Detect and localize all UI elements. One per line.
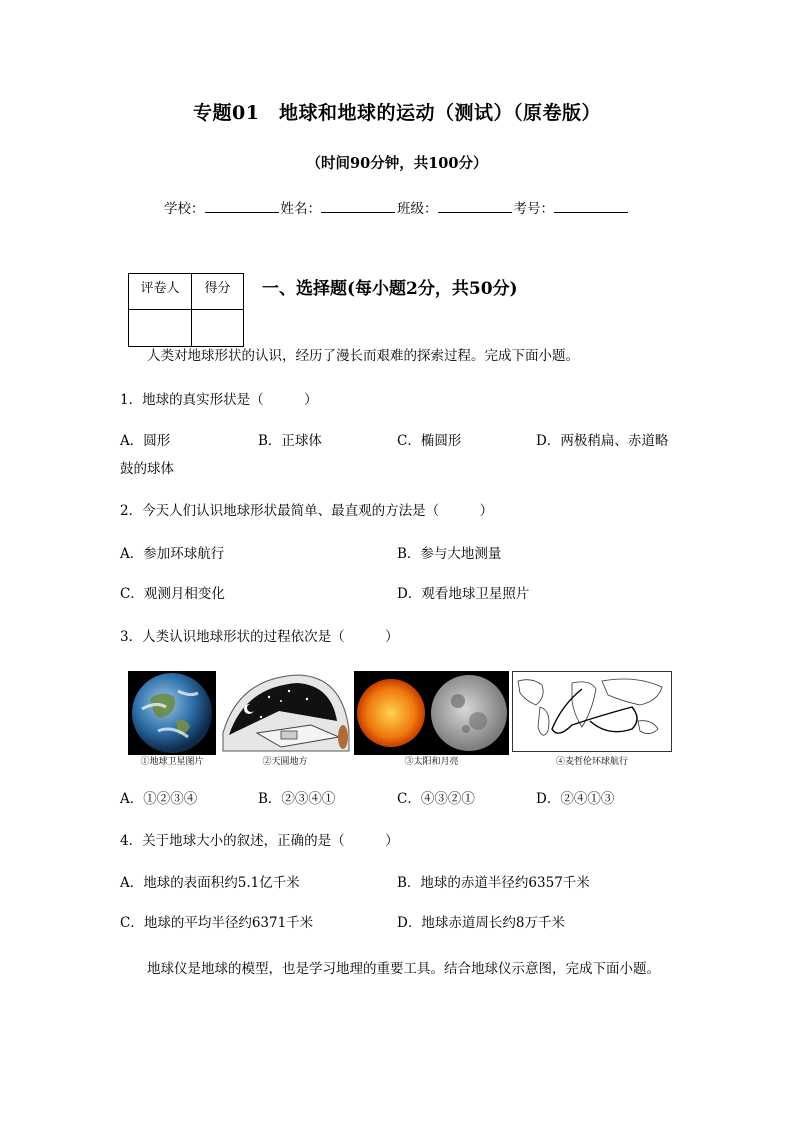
question-3-stem: 3．人类认识地球形状的过程依次是（ ） <box>120 629 399 645</box>
dome-sky-figure <box>219 671 351 767</box>
exam-number-label: 考号： <box>513 201 554 217</box>
q1-option-d-wrap: 鼓的球体 <box>120 461 174 477</box>
figure-2-caption: ②天圆地方 <box>262 757 308 767</box>
q4-option-b: B．地球的赤道半径约6357千米 <box>397 875 590 891</box>
q1-option-a: A．圆形 <box>120 433 171 449</box>
q1-option-c: C．椭圆形 <box>397 433 462 449</box>
name-blank <box>321 200 395 213</box>
grader-cell <box>129 310 192 347</box>
page-title: 专题01 地球和地球的运动（测试）（原卷版） <box>193 102 601 124</box>
q2-option-a: A．参加环球航行 <box>120 546 225 562</box>
exam-duration: （时间90分钟，共100分） <box>306 155 488 172</box>
class-label: 班级： <box>397 201 438 217</box>
section-title: 一、选择题(每小题2分，共50分) <box>262 279 518 299</box>
q2-option-c: C．观测月相变化 <box>120 586 225 602</box>
grader-header: 评卷人 <box>129 274 192 310</box>
question-4-stem: 4．关于地球大小的叙述，正确的是（ ） <box>120 833 399 849</box>
school-label: 学校： <box>164 201 205 217</box>
student-info-line <box>0 197 794 217</box>
earth-satellite-icon <box>128 671 216 755</box>
figure-1-caption: ①地球卫星图片 <box>140 757 204 767</box>
score-table <box>128 273 244 347</box>
q3-option-a: A．①②③④ <box>120 791 198 807</box>
sun-moon-figure <box>354 671 509 767</box>
q4-option-a: A．地球的表面积约5.1亿千米 <box>120 875 300 891</box>
question-1-stem: 1．地球的真实形状是（ ） <box>120 392 318 408</box>
magellan-map-figure <box>512 671 672 767</box>
passage-intro: 人类对地球形状的认识，经历了漫长而艰难的探索过程。完成下面小题。 <box>147 348 579 364</box>
q1-option-b: B．正球体 <box>258 433 322 449</box>
exam-number-blank <box>554 200 628 213</box>
figure-4-caption: ④麦哲伦环球航行 <box>555 757 628 767</box>
q1-option-d: D．两极稍扁、赤道略 <box>536 433 669 449</box>
earth-satellite-figure <box>128 671 216 767</box>
class-blank <box>438 200 512 213</box>
score-cell <box>192 310 244 347</box>
question-2-stem: 2．今天人们认识地球形状最简单、最直观的方法是（ ） <box>120 503 494 519</box>
score-header: 得分 <box>192 274 244 310</box>
q4-option-d: D．地球赤道周长约8万千米 <box>397 915 565 931</box>
q3-option-c: C．④③②① <box>397 791 475 807</box>
q4-option-c: C．地球的平均半径约6371千米 <box>120 915 314 931</box>
q2-option-d: D．观看地球卫星照片 <box>397 586 530 602</box>
q2-option-b: B．参与大地测量 <box>397 546 502 562</box>
q3-option-b: B．②③④① <box>258 791 336 807</box>
q3-option-d: D．②④①③ <box>536 791 615 807</box>
figure-3-caption: ③太阳和月亮 <box>404 757 459 767</box>
name-label: 姓名： <box>280 201 321 217</box>
magellan-voyage-icon <box>512 671 672 755</box>
dome-sky-icon <box>219 671 351 755</box>
sun-moon-icon <box>354 671 509 755</box>
school-blank <box>205 200 279 213</box>
passage-globe: 地球仪是地球的模型，也是学习地理的重要工具。结合地球仪示意图，完成下面小题。 <box>147 961 660 977</box>
